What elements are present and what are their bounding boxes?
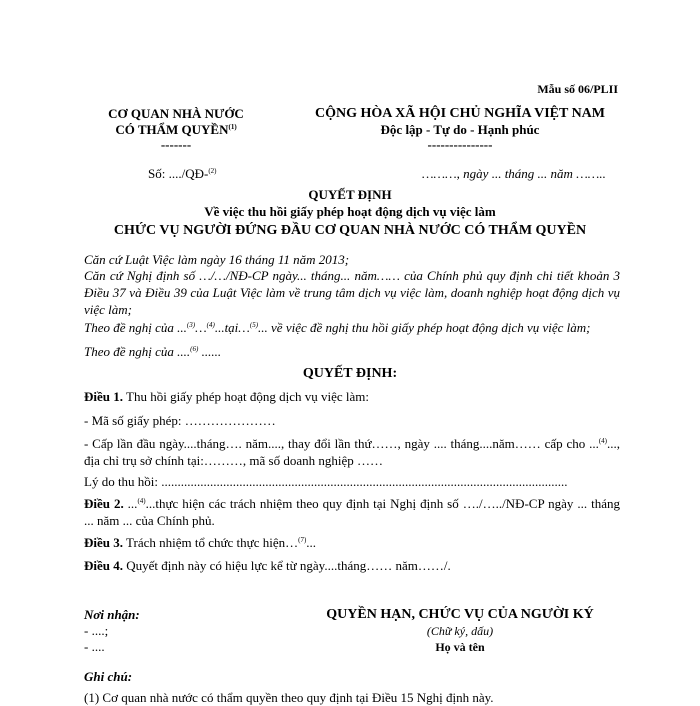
national-motto: Độc lập - Tự do - Hạnh phúc: [380, 122, 540, 137]
article-3-label: Điều 3.: [84, 535, 123, 550]
recipients-label: Nơi nhận:: [84, 607, 140, 622]
article-2-label: Điều 2.: [84, 496, 124, 511]
license-number: - Mã số giấy phép: …………………: [84, 413, 276, 428]
national-header: [290, 106, 630, 152]
signature-note: (Chữ ký, dấu): [426, 624, 494, 638]
article-1: Điều 1. Thu hồi giấy phép hoạt động dịch vụ việc làm:: [84, 389, 369, 404]
basis-decree: Căn cứ Nghị định số …/…/NĐ-CP ngày... tháng... năm…… của Chính phủ quy định chi tiết khoản 3 Điều 37 và Điều 39 của Luật Việc làm về trung tâm dịch vụ việc làm, doanh nghiệp hoạt động dịch vụ việc làm;: [84, 268, 620, 317]
national-rule: ---------------: [427, 137, 493, 152]
note-item-1: (1) Cơ quan nhà nước có thẩm quyền theo quy định tại Điều 15 Nghị định này.: [84, 690, 494, 705]
decision-title: QUYẾT ĐỊNH: [308, 187, 392, 202]
decision-subject: Về việc thu hồi giấy phép hoạt động dịch vụ việc làm: [204, 204, 496, 219]
license-issue-details: - Cấp lần đầu ngày....tháng…. năm...., thay đổi lần thứ……, ngày .... tháng....năm…… cấp cho ...$^{(4)}$..., địa chỉ trụ sở chính tại:………, mã số doanh nghiệp ……: [84, 436, 620, 468]
recipient-item: - ....;: [84, 623, 109, 638]
article-2: Điều 2. ...$^{(4)}$...thực hiện các trách nhiệm theo quy định tại Nghị định số …./…../NĐ-CP ngày ... tháng ... năm ... của Chính phủ.: [84, 496, 621, 528]
signer-title: QUYỀN HẠN, CHỨC VỤ CỦA NGƯỜI KÝ: [326, 607, 594, 622]
decision-authority: CHỨC VỤ NGƯỜI ĐỨNG ĐẦU CƠ QUAN NHÀ NƯỚC CÓ THẨM QUYỀN: [113, 223, 587, 238]
revocation-reason: Lý do thu hồi: .............................................................................................................................: [84, 474, 568, 489]
agency-line1: CƠ QUAN NHÀ NƯỚC: [108, 106, 244, 121]
basis-proposal-2: Theo đề nghị của ....$^{(6)}$ ......: [84, 344, 222, 359]
basis-law: Căn cứ Luật Việc làm ngày 16 tháng 11 năm 2013;: [84, 252, 350, 267]
recipients: [84, 607, 140, 655]
decides-heading: QUYẾT ĐỊNH:: [302, 366, 398, 381]
agency-rule: -------: [160, 137, 192, 152]
title-block: [80, 187, 620, 242]
date-line: ………, ngày ... tháng ... năm ……..: [422, 166, 606, 181]
article-3: Điều 3. Trách nhiệm tổ chức thực hiện…$^{(7)}$...: [84, 535, 317, 550]
agency-line2: CÓ THẨM QUYỀN$^{(1)}$: [115, 122, 237, 137]
article-4-label: Điều 4.: [84, 558, 123, 573]
national-title: CỘNG HÒA XÃ HỘI CHỦ NGHĨA VIỆT NAM: [314, 106, 605, 121]
recipient-item: - ....: [84, 639, 105, 654]
notes-label: Ghi chú:: [84, 669, 133, 684]
article-4: Điều 4. Quyết định này có hiệu lực kể từ ngày....tháng…… năm……/.: [84, 558, 451, 573]
article-1-label: Điều 1.: [84, 389, 123, 404]
basis-proposal-1: Theo đề nghị của ...$^{(3)}$…$^{(4)}$...tại…$^{(5)}$... về việc đề nghị thu hồi giấy phép hoạt động dịch vụ việc làm;: [84, 320, 591, 335]
form-code: Mẫu số 06/PLII: [537, 82, 618, 96]
signer-name: Họ và tên: [435, 640, 485, 654]
agency-header: [96, 106, 256, 152]
signature-block: [300, 607, 620, 655]
document-number: Số: ..../QĐ-$^{(2)}$: [148, 166, 217, 181]
